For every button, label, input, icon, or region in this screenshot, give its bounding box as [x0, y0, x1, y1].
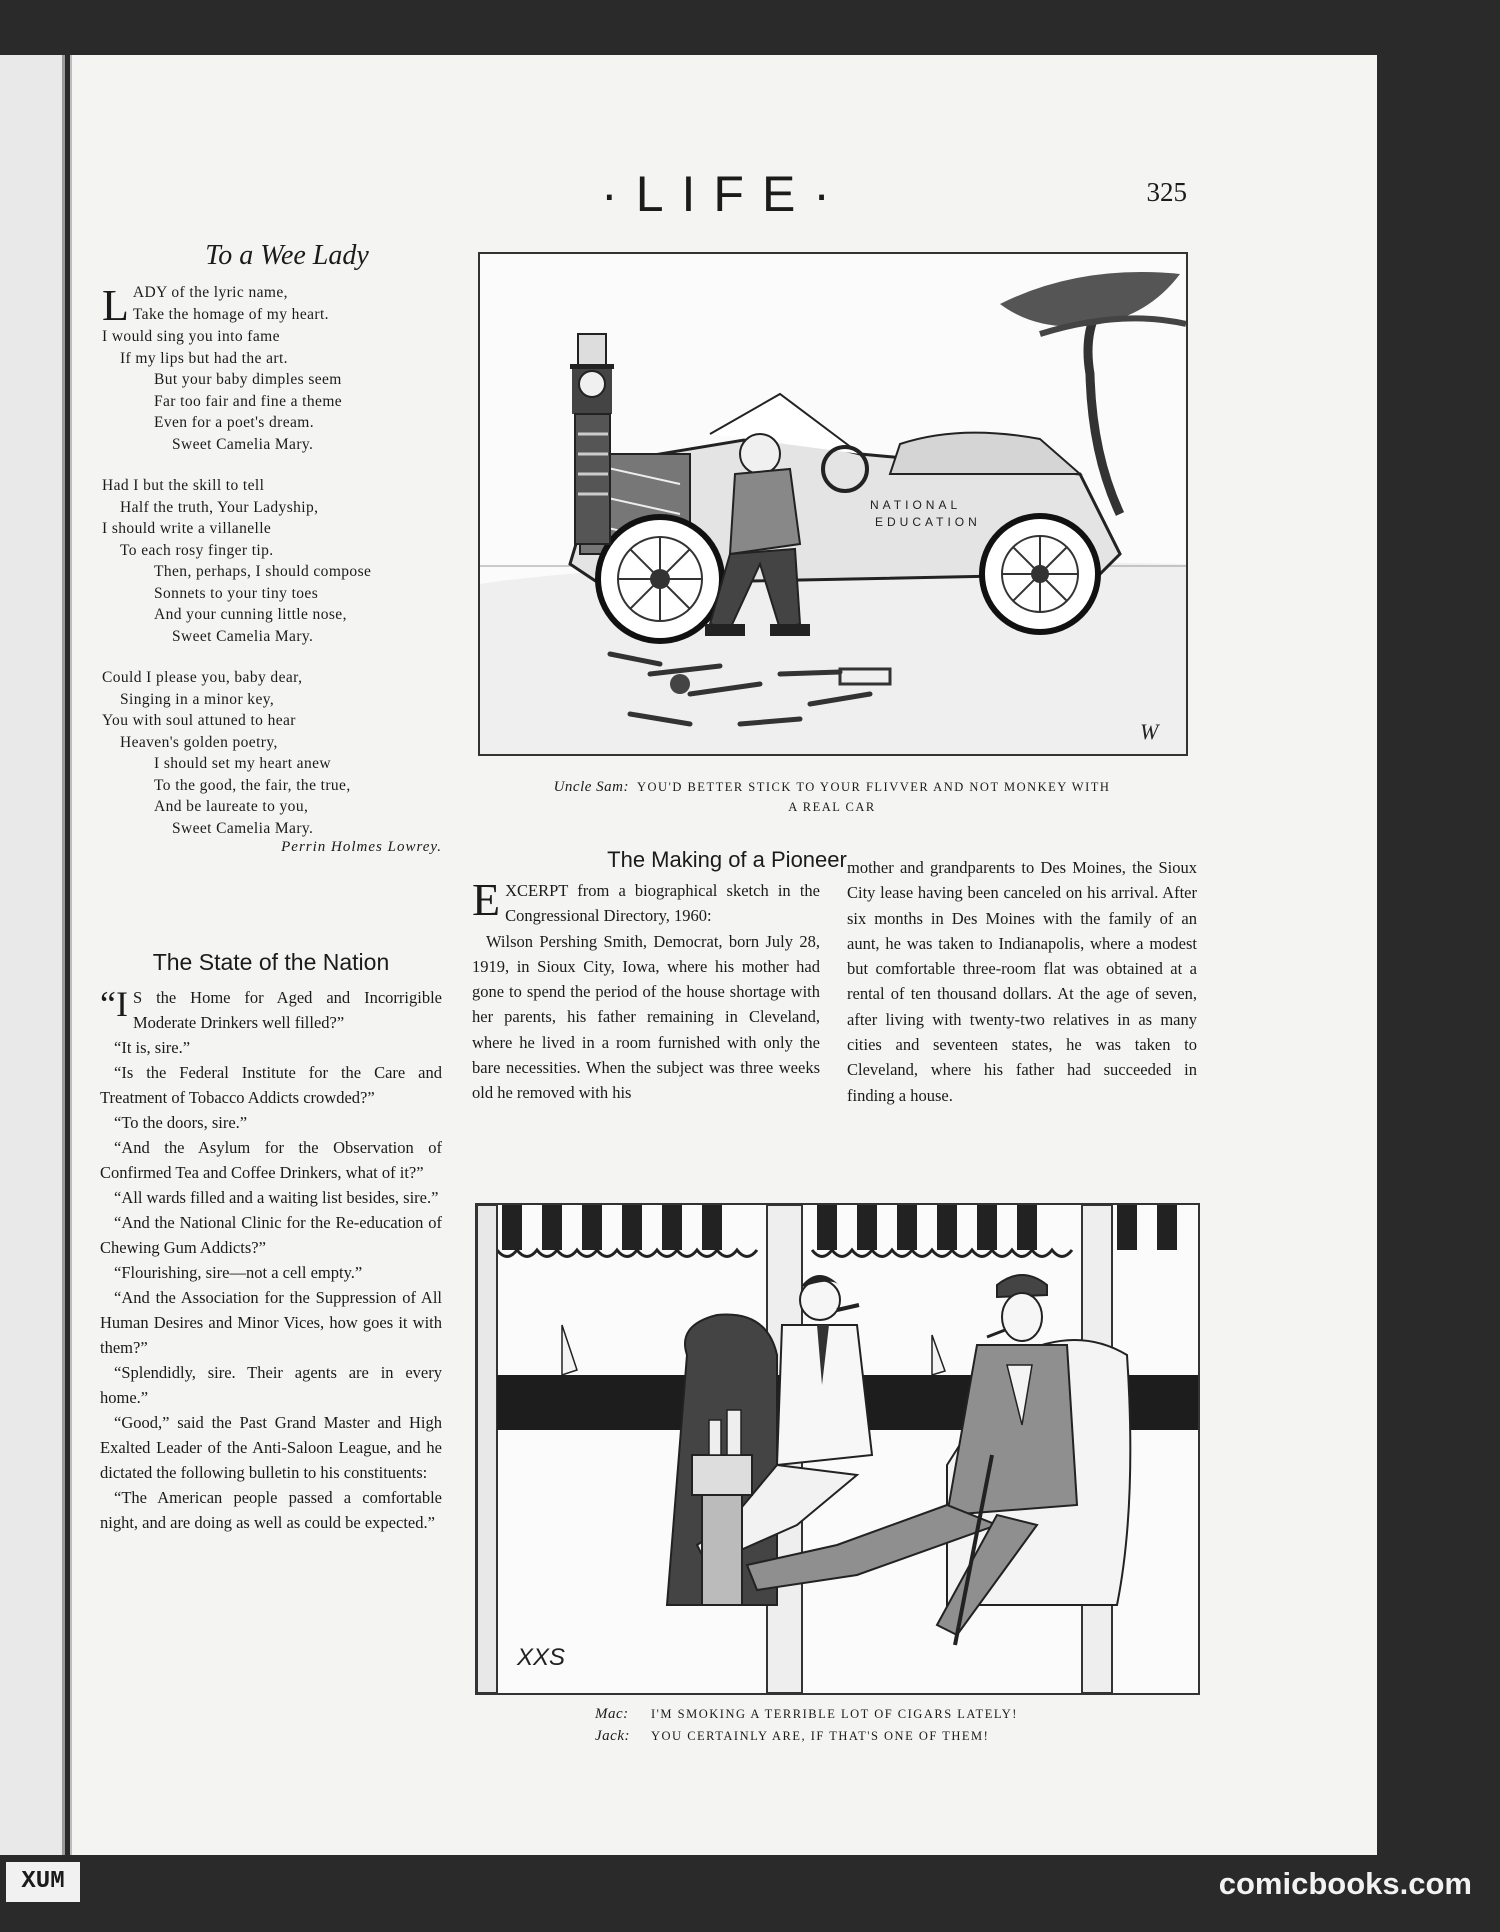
poem-line: Then, perhaps, I should compose	[154, 563, 372, 580]
article-paragraph: S the Home for Aged and Incorrigible Moderate Drinkers well filled?”	[132, 988, 442, 1032]
poem-author: Perrin Holmes Lowrey.	[281, 839, 442, 855]
car-text-line2: EDUCATION	[875, 515, 981, 529]
poem-line: ADY of the lyric name,	[132, 284, 288, 301]
magazine-page	[70, 55, 1377, 1855]
article-dropcap: “I	[100, 984, 128, 1024]
article-paragraph: “Flourishing, sire—not a cell empty.”	[114, 1263, 363, 1282]
article-paragraph: “And the National Clinic for the Re-education of Chewing Gum Addicts?”	[100, 1213, 442, 1257]
cartoon-uncle-sam-car	[478, 252, 1188, 756]
poem-dropcap: L	[102, 281, 129, 330]
poem-line: And be laureate to you,	[154, 798, 309, 815]
car-text-line1: NATIONAL	[870, 498, 962, 512]
article-dropcap: E	[472, 874, 501, 925]
article-title: The Making of a Pioneer	[607, 847, 847, 872]
caption-text: YOU'D BETTER STICK TO YOUR FLIVVER AND NOT MONKEY WITH	[636, 780, 1111, 794]
article-paragraph: “And the Asylum for the Observation of Confirmed Tea and Coffee Drinkers, what of it?”	[100, 1138, 442, 1182]
poem-line: If my lips but had the art.	[120, 349, 288, 367]
article-paragraph: “It is, sire.”	[114, 1038, 191, 1057]
article-paragraph: “Is the Federal Institute for the Care and Treatment of Tobacco Addicts crowded?”	[100, 1063, 442, 1107]
poem-line: I would sing you into fame	[102, 328, 280, 345]
poem-line: I should write a villanelle	[102, 520, 272, 537]
poem-title: To a Wee Lady	[205, 240, 369, 271]
poem-line: You with soul attuned to hear	[102, 712, 296, 729]
caption-text: YOU CERTAINLY ARE, IF THAT'S ONE OF THEM!	[651, 1729, 990, 1743]
article-paragraph: “Good,” said the Past Grand Master and High Exalted Leader of the Anti-Saloon League, and he dictated the following bulletin to his constituents:	[100, 1413, 442, 1482]
poem-line: Even for a poet's dream.	[154, 414, 315, 431]
scan-tag: XUM	[6, 1862, 80, 1902]
poem-line: Heaven's golden poetry,	[120, 733, 278, 751]
watermark-site: comicbooks.com	[1218, 1866, 1472, 1901]
article-pioneer-col1	[472, 874, 820, 1106]
article-paragraph: “The American people passed a comfortable night, and are doing as well as could be expected.”	[100, 1488, 442, 1532]
facing-page-edge	[0, 55, 65, 1855]
page-number: 325	[1146, 177, 1187, 207]
article-state-of-the-nation	[100, 950, 442, 1535]
article-paragraph: “Splendidly, sire. Their agents are in every home.”	[100, 1363, 442, 1407]
article-paragraph: Wilson Pershing Smith, Democrat, born July 28, 1919, in Sioux City, Iowa, where his mother had gone to spend the period of the house shortage with her parents, his father remaining in Cleveland, where he lived in a room furnished with only the bare necessities. When the subject was three weeks old he removed with his	[472, 931, 820, 1103]
poem-line: And your cunning little nose,	[154, 606, 347, 623]
poem-line: To the good, the fair, the true,	[154, 776, 351, 794]
cartoon-uncle-sam-illustration	[480, 254, 1186, 754]
caption-speaker: Mac:	[595, 1706, 629, 1722]
cartoon1-signature: W	[1140, 719, 1159, 744]
cartoon2-signature: XXS	[517, 1644, 566, 1671]
caption-text: I'M SMOKING A TERRIBLE LOT OF CIGARS LATELY!	[651, 1707, 1018, 1721]
poem-line: Sweet Camelia Mary.	[172, 819, 314, 837]
poem-line: Sonnets to your tiny toes	[154, 584, 319, 602]
caption-text: A REAL CAR	[788, 800, 876, 814]
article-paragraph: XCERPT from a biographical sketch in the Congressional Directory, 1960:	[505, 881, 820, 926]
article-paragraph: “And the Association for the Suppression of All Human Desires and Minor Vices, how goes it with them?”	[100, 1288, 442, 1357]
article-title: The State of the Nation	[152, 949, 390, 975]
article-paragraph: “To the doors, sire.”	[114, 1113, 248, 1132]
poem-line: Take the homage of my heart.	[132, 305, 329, 323]
poem-line: Sweet Camelia Mary.	[172, 627, 314, 645]
poem-line: Singing in a minor key,	[120, 690, 275, 708]
poem-stanza-3	[102, 667, 472, 856]
article-paragraph: “All wards filled and a waiting list besides, sire.”	[114, 1188, 439, 1207]
cartoon2-caption	[595, 1703, 1155, 1747]
caption-speaker: Jack:	[595, 1728, 630, 1744]
masthead: ·LIFE·	[601, 166, 848, 222]
article-paragraph: mother and grandparents to Des Moines, the Sioux City lease having been canceled on his arrival. After six months in Des Moines with the family of an aunt, he was taken to Indianapolis, where a modest but comfortable three-room flat was obtained at a rental of ten thousand dollars. At the age of seven, after living with twenty-two relatives in as many cities and seventeen states, he was taken to Cleveland, where his father had succeeded in finding a house.	[847, 858, 1197, 1105]
poem-line: Had I but the skill to tell	[102, 477, 265, 494]
poem-line: To each rosy finger tip.	[120, 541, 274, 559]
poem-line: I should set my heart anew	[154, 755, 331, 772]
poem-line: Sweet Camelia Mary.	[172, 435, 314, 453]
cartoon-mac-jack-illustration	[477, 1205, 1198, 1693]
poem-stanza-1	[102, 282, 472, 455]
poem-to-a-wee-lady	[102, 240, 472, 876]
poem-line: Far too fair and fine a theme	[154, 392, 343, 410]
poem-line: Could I please you, baby dear,	[102, 669, 303, 686]
poem-stanza-2	[102, 475, 472, 647]
poem-line: But your baby dimples seem	[154, 371, 342, 388]
poem-line: Half the truth, Your Ladyship,	[120, 498, 319, 516]
caption-speaker: Uncle Sam:	[553, 779, 629, 795]
article-pioneer-col2	[847, 855, 1197, 1108]
cartoon-mac-and-jack	[475, 1203, 1200, 1695]
cartoon1-caption	[472, 777, 1192, 817]
